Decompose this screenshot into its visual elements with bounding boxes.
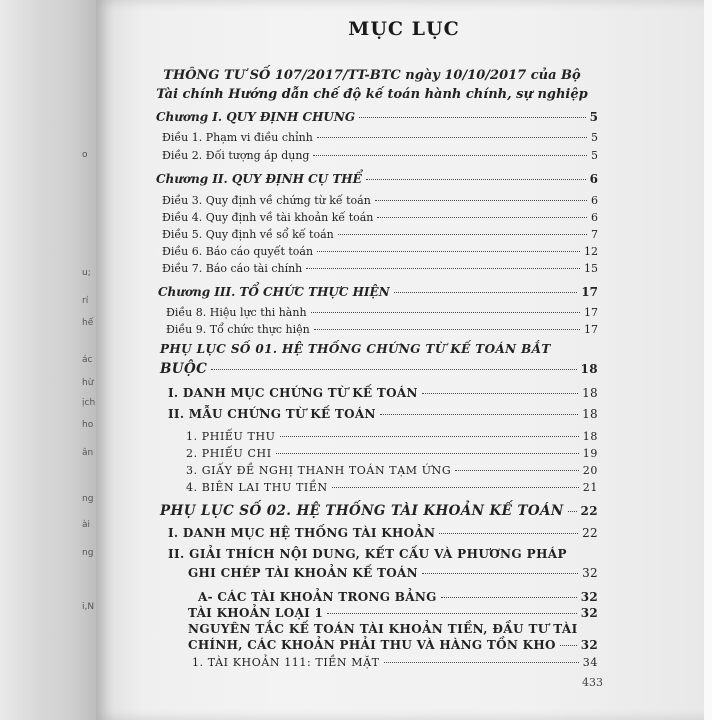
toc-entry-page: 21 <box>582 481 598 494</box>
dot-leader <box>366 179 586 180</box>
dot-leader <box>439 533 578 534</box>
toc-entry-page: 22 <box>582 526 598 540</box>
toc-entry-page: 15 <box>584 262 598 275</box>
page-number: 433 <box>582 676 603 689</box>
dot-leader <box>317 251 580 252</box>
dot-leader <box>314 329 580 330</box>
dot-leader <box>422 393 578 394</box>
spine-fragment: ác <box>82 355 93 365</box>
spine-fragment: u; <box>82 268 91 278</box>
toc-entry-page: 32 <box>580 638 598 652</box>
toc-entry-page: 20 <box>582 464 598 477</box>
spine-fragment: hế <box>82 318 94 328</box>
toc-entry-label: Điều 9. Tổ chức thực hiện <box>166 323 310 336</box>
spine-fragment: hừ <box>82 378 94 388</box>
toc-entry-label: Điều 1. Phạm vi điều chỉnh <box>162 131 313 144</box>
dot-leader <box>338 234 587 235</box>
toc-entry-label: 1. TÀI KHOẢN 111: TIỀN MẶT <box>192 656 380 669</box>
dot-leader <box>560 645 577 646</box>
toc-entry-page: 6 <box>589 172 598 186</box>
appendix-1-title[interactable]: PHỤ LỤC SỐ 01. HỆ THỐNG CHỨNG TỪ KẾ TOÁN BẮT <box>160 342 551 356</box>
toc-entry-page: 6 <box>591 194 598 207</box>
toc-entry-label: Điều 6. Báo cáo quyết toán <box>162 245 314 258</box>
toc-entry-page: 18 <box>582 430 598 443</box>
toc-entry-label: PHỤ LỤC SỐ 02. HỆ THỐNG TÀI KHOẢN KẾ TOÁN <box>160 503 564 519</box>
toc-entry-chapter-2[interactable] <box>156 172 598 186</box>
toc-entry-label: I. DANH MỤC HỆ THỐNG TÀI KHOẢN <box>168 526 436 540</box>
dot-leader <box>280 436 579 437</box>
toc-entry[interactable] <box>162 131 598 144</box>
toc-entry-label: A- CÁC TÀI KHOẢN TRONG BẢNG <box>198 590 437 604</box>
toc-entry-page: 34 <box>582 656 598 669</box>
spine-fragment: rí <box>82 296 89 306</box>
toc-entry-label: Điều 2. Đối tượng áp dụng <box>162 149 310 162</box>
toc-entry-label: Điều 8. Hiệu lực thi hành <box>166 306 307 319</box>
spine-fragment: ng <box>82 548 94 558</box>
dot-leader <box>276 453 579 454</box>
dot-leader <box>568 511 577 512</box>
dot-leader <box>380 414 578 415</box>
toc-entry[interactable] <box>186 464 598 477</box>
dot-leader <box>375 200 587 201</box>
principle-title[interactable]: NGUYÊN TẮC KẾ TOÁN TÀI KHOẢN TIỀN, ĐẦU TƯ TÀI <box>188 622 578 636</box>
toc-entry-page: 18 <box>580 362 598 376</box>
dot-leader <box>359 117 586 118</box>
toc-entry-page: 17 <box>584 306 598 319</box>
toc-entry-label: 1. PHIẾU THU <box>186 430 276 443</box>
dot-leader <box>377 217 587 218</box>
toc-entry[interactable] <box>162 211 598 224</box>
toc-entry-page: 17 <box>581 285 598 299</box>
toc-entry[interactable] <box>186 481 598 494</box>
dot-leader <box>394 292 578 293</box>
toc-entry-section[interactable] <box>198 590 598 604</box>
toc-entry-chapter-3[interactable] <box>158 285 598 299</box>
toc-entry-page: 18 <box>582 386 598 400</box>
spine-fragment: o <box>82 150 88 160</box>
book-spine <box>0 0 96 720</box>
toc-entry-chapter-1[interactable] <box>156 110 598 124</box>
toc-entry-page: 17 <box>584 323 598 336</box>
spine-fragment: i,N <box>82 602 95 612</box>
toc-entry-section[interactable] <box>168 526 598 540</box>
toc-entry-label: Điều 7. Báo cáo tài chính <box>162 262 303 275</box>
toc-entry-label: 4. BIÊN LAI THU TIỀN <box>186 481 328 494</box>
section-2-title[interactable]: II. GIẢI THÍCH NỘI DUNG, KẾT CẤU VÀ PHƯƠNG PHÁP <box>168 547 567 561</box>
toc-entry-section[interactable] <box>168 386 598 400</box>
toc-entry-appendix-1[interactable] <box>160 361 598 377</box>
toc-entry-label: 2. PHIẾU CHI <box>186 447 272 460</box>
toc-entry[interactable] <box>162 262 598 275</box>
toc-entry-page: 5 <box>591 149 598 162</box>
toc-entry-label: Điều 5. Quy định về sổ kế toán <box>162 228 334 241</box>
dot-leader <box>441 597 577 598</box>
spine-fragment: ân <box>82 448 94 458</box>
dot-leader <box>317 137 587 138</box>
dot-leader <box>306 268 580 269</box>
toc-entry[interactable] <box>166 323 598 336</box>
toc-entry-label: Chương I. QUY ĐỊNH CHUNG <box>156 110 356 124</box>
toc-entry-page: 6 <box>591 211 598 224</box>
toc-entry-label: Điều 4. Quy định về tài khoản kế toán <box>162 211 374 224</box>
toc-entry-page: 12 <box>584 245 598 258</box>
spine-fragment: ho <box>82 420 94 430</box>
toc-entry-section[interactable] <box>168 407 598 421</box>
spine-fragment: ài <box>82 520 91 530</box>
toc-entry-page: 18 <box>582 407 598 421</box>
toc-entry-label: Chương II. QUY ĐỊNH CỤ THỂ <box>156 172 362 186</box>
toc-entry-page: 32 <box>580 606 598 620</box>
toc-entry[interactable] <box>162 245 598 258</box>
book-page <box>96 0 712 720</box>
dot-leader <box>311 312 580 313</box>
toc-entry-label: GHI CHÉP TÀI KHOẢN KẾ TOÁN <box>188 566 418 580</box>
toc-entry-label: II. MẪU CHỨNG TỪ KẾ TOÁN <box>168 407 376 421</box>
toc-entry[interactable] <box>186 447 598 460</box>
toc-entry-section[interactable] <box>188 566 598 580</box>
toc-entry-label: BUỘC <box>160 361 208 377</box>
toc-entry-page: 32 <box>580 590 598 604</box>
dot-leader <box>313 155 587 156</box>
toc-entry-label: CHÍNH, CÁC KHOẢN PHẢI THU VÀ HÀNG TỒN KHO <box>188 638 556 652</box>
page-edge <box>704 0 712 720</box>
toc-entry[interactable] <box>162 228 598 241</box>
page-title: MỤC LỤC <box>348 18 460 40</box>
toc-entry-label: Điều 3. Quy định về chứng từ kế toán <box>162 194 371 207</box>
toc-entry-label: 3. GIẤY ĐỀ NGHỊ THANH TOÁN TẠM ỨNG <box>186 464 452 477</box>
toc-entry-page: 7 <box>591 228 598 241</box>
toc-entry-label: I. DANH MỤC CHỨNG TỪ KẾ TOÁN <box>168 386 418 400</box>
toc-entry-page: 5 <box>589 110 598 124</box>
document-intro: THÔNG TƯ SỐ 107/2017/TT-BTC ngày 10/10/2017 của Bộ Tài chính Hướng dẫn chế độ kế toán hành chính, sự nghiệp <box>156 68 588 102</box>
toc-entry-section[interactable] <box>188 638 598 652</box>
dot-leader <box>332 487 579 488</box>
toc-entry-page: 32 <box>582 566 598 580</box>
toc-entry[interactable] <box>192 656 598 669</box>
toc-entry-appendix-2[interactable] <box>160 503 598 519</box>
toc-entry-section[interactable] <box>188 606 598 620</box>
dot-leader <box>422 573 578 574</box>
dot-leader <box>455 470 579 471</box>
dot-leader <box>384 662 579 663</box>
toc-entry-label: TÀI KHOẢN LOẠI 1 <box>188 606 324 620</box>
toc-entry-page: 22 <box>580 504 598 518</box>
toc-entry[interactable] <box>186 430 598 443</box>
spine-fragment: ịch <box>82 398 96 408</box>
toc-entry-label: Chương III. TỔ CHỨC THỰC HIỆN <box>158 285 390 299</box>
toc-entry[interactable] <box>162 194 598 207</box>
toc-entry-page: 5 <box>591 131 598 144</box>
dot-leader <box>211 369 576 370</box>
toc-entry[interactable] <box>162 149 598 162</box>
dot-leader <box>327 613 576 614</box>
spine-fragment: ng <box>82 494 94 504</box>
toc-entry-page: 19 <box>582 447 598 460</box>
toc-entry[interactable] <box>166 306 598 319</box>
